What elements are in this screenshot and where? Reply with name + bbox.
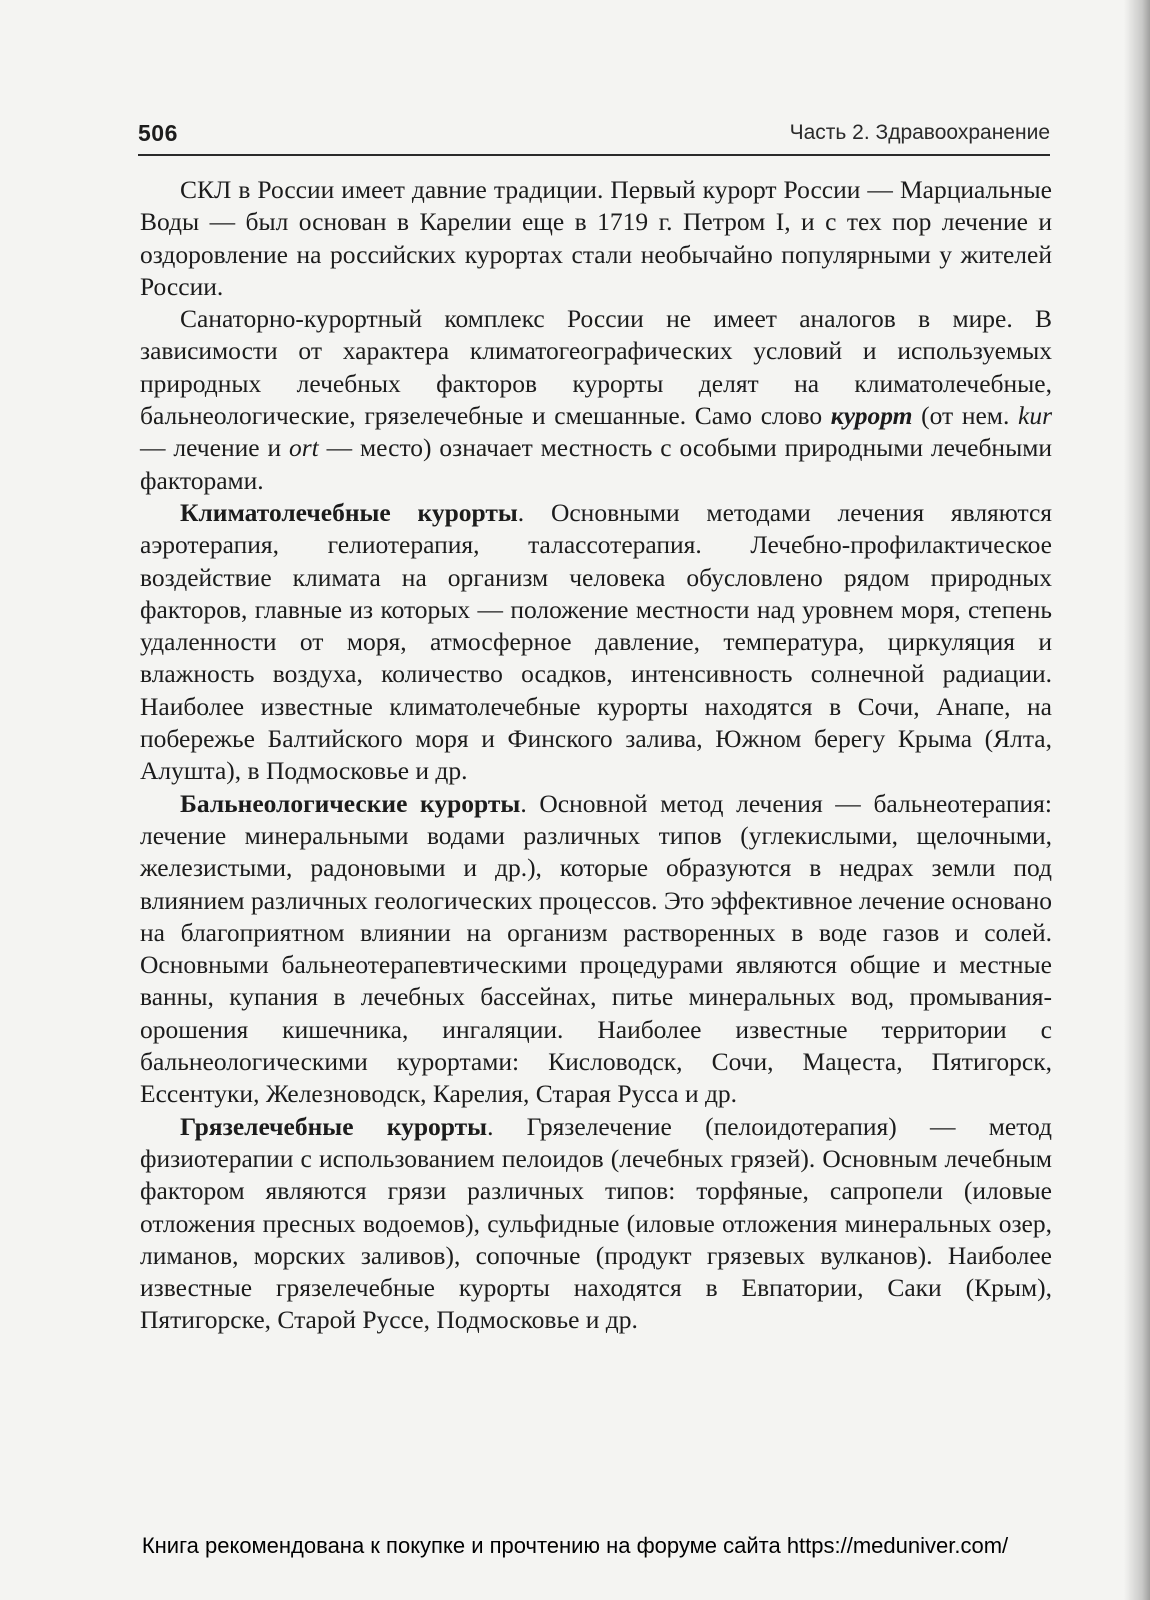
page-body: [140, 174, 1052, 1337]
spine-shadow: [1124, 0, 1150, 1600]
footer-note: Книга рекомендована к покупке и прочтению на форуме сайта https://meduniver.com/: [141, 1533, 1009, 1558]
definition-text-end: — место) означает местность с особыми природными лечебными факторами.: [140, 433, 1052, 495]
term-kur: kur: [1018, 401, 1052, 431]
paragraph-resort-definition: [140, 303, 1052, 497]
definition-text-mid1: (от нем.: [912, 401, 1018, 431]
running-head: Часть 2. Здравоохранение: [789, 121, 1050, 144]
paragraph-balneo-resorts: [140, 788, 1052, 1111]
paragraph-climate-resorts: [140, 497, 1052, 788]
text-mud-resorts: . Грязелечение (пелоидотерапия) — метод физиотерапии с использованием пелоидов (лечебных грязей). Основным лечебным фактором являются грязи различных типов: торфяные, сапропели (иловые отложения пресных водоемов), сульфидные (иловые отложения минеральных озер, лиманов, морских заливов), сопочные (продукт грязевых вулканов). Наиболее известные грязелечебные курорты находятся в Евпатории, Саки (Крым), Пятигорске, Старой Руссе, Подмосковье и др.: [140, 1111, 1052, 1335]
heading-balneo-resorts: Бальнеологические курорты: [180, 788, 521, 818]
page-header: [138, 120, 1050, 156]
paragraph-history: СКЛ в России имеет давние традиции. Первый курорт России — Марциальные Воды — был основан в Карелии еще в 1719 г. Петром I, и с тех пор лечение и оздоровление на российских курортах стали необычайно популярными у жителей России.: [140, 175, 1052, 301]
definition-text-start: Санаторно-курортный комплекс России не имеет аналогов в мире. В зависимости от характера климатогеографических условий и используемых природных лечебных факторов курорты делят на климатолечебные, бальнеологические, грязелечебные и смешанные. Само слово: [140, 304, 1052, 431]
heading-mud-resorts: Грязелечебные курорты: [180, 1111, 488, 1141]
heading-climate-resorts: Климатолечебные курорты: [180, 497, 518, 527]
definition-text-mid2: — лечение и: [140, 433, 289, 463]
text-climate-resorts: . Основными методами лечения являются аэротерапия, гелиотерапия, талассотерапия. Лечебно-профилактическое воздействие климата на организм человека обусловлено рядом природных факторов, главные из которых — положение местности над уровнем моря, степень удаленности от моря, атмосферное давление, температура, циркуляция и влажность воздуха, количество осадков, интенсивность солнечной радиации. Наиболее известные климатолечебные курорты находятся в Сочи, Анапе, на побережье Балтийского моря и Финского залива, Южном берегу Крыма (Ялта, Алушта), в Подмосковье и др.: [140, 497, 1052, 786]
term-ort: ort: [289, 433, 319, 463]
text-balneo-resorts: . Основной метод лечения — бальнеотерапия: лечение минеральными водами различных типов (углекислыми, щелочными, железистыми, радоновыми и др.), которые образуются в недрах земли под влиянием различных геологических процессов. Это эффективное лечение основано на благоприятном влиянии на организм растворенных в воде газов и солей. Основными бальнеотерапевтическими процедурами являются общие и местные ванны, купания в лечебных бассейнах, питье минеральных вод, промывания-орошения кишечника, ингаляции. Наиболее известные территории с бальнеологическими курортами: Кисловодск, Сочи, Мацеста, Пятигорск, Ессентуки, Железноводск, Карелия, Старая Русса и др.: [140, 788, 1052, 1109]
paragraph-mud-resorts: [140, 1111, 1052, 1337]
term-kurort: курорт: [830, 401, 913, 431]
page-number: 506: [138, 120, 178, 146]
